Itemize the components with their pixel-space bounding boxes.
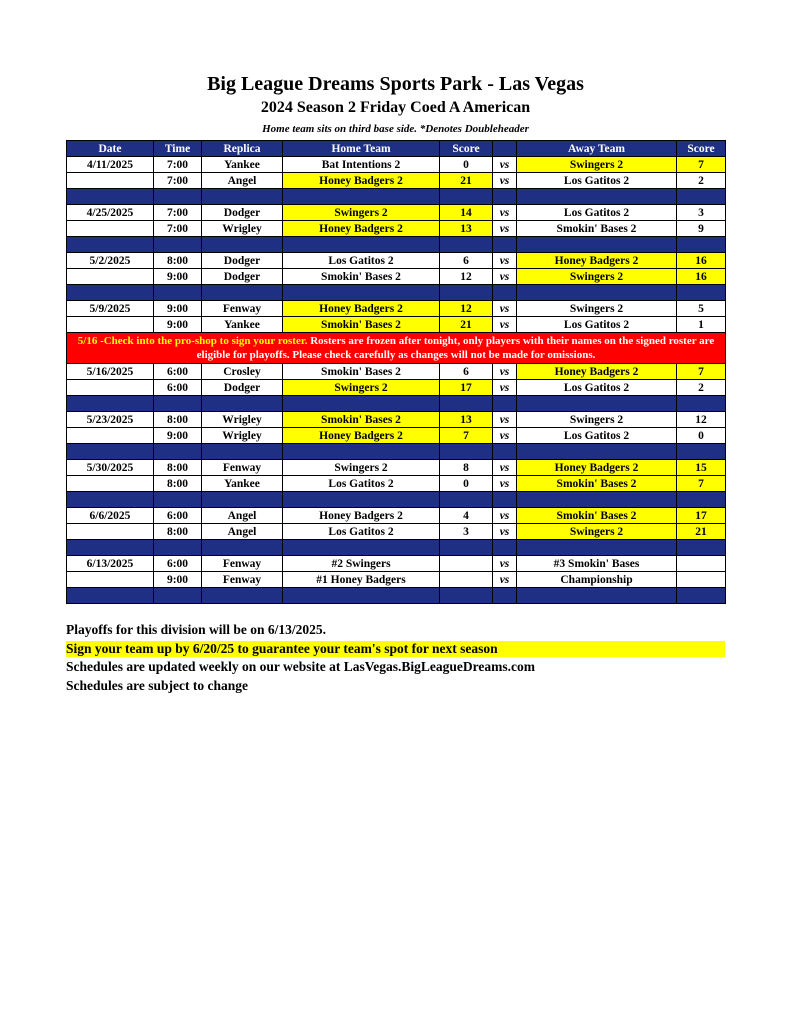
- table-row: [67, 317, 726, 333]
- cell-replica: Fenway: [202, 460, 283, 476]
- table-header-row: [67, 141, 726, 157]
- cell-away-score: 2: [677, 173, 726, 189]
- cell-home-score: 13: [440, 412, 493, 428]
- cell-date: [67, 173, 154, 189]
- cell-date: [67, 524, 154, 540]
- cell-time: 8:00: [154, 476, 202, 492]
- cell-date: 5/30/2025: [67, 460, 154, 476]
- cell-replica: Crosley: [202, 364, 283, 380]
- separator-cell: [493, 588, 517, 604]
- cell-date: [67, 269, 154, 285]
- cell-vs: vs: [493, 428, 517, 444]
- cell-date: 6/6/2025: [67, 508, 154, 524]
- cell-home: Bat Intentions 2: [283, 157, 440, 173]
- cell-vs: vs: [493, 460, 517, 476]
- cell-time: 6:00: [154, 508, 202, 524]
- cell-vs: vs: [493, 173, 517, 189]
- cell-home: #2 Swingers: [283, 556, 440, 572]
- separator-row: [67, 588, 726, 604]
- table-row: [67, 476, 726, 492]
- separator-cell: [677, 396, 726, 412]
- website-note: Schedules are updated weekly on our website at LasVegas.BigLeagueDreams.com: [66, 659, 536, 674]
- cell-home-score: 21: [440, 317, 493, 333]
- column-header: [493, 141, 517, 157]
- separator-cell: [154, 189, 202, 205]
- cell-home-score: 14: [440, 205, 493, 221]
- cell-vs: vs: [493, 380, 517, 396]
- cell-date: 5/9/2025: [67, 301, 154, 317]
- cell-away-score: 7: [677, 364, 726, 380]
- table-row: [67, 364, 726, 380]
- cell-away-score: 15: [677, 460, 726, 476]
- cell-replica: Dodger: [202, 269, 283, 285]
- separator-row: [67, 444, 726, 460]
- separator-cell: [677, 189, 726, 205]
- cell-away-score: 12: [677, 412, 726, 428]
- cell-replica: Angel: [202, 508, 283, 524]
- cell-away-score: 7: [677, 157, 726, 173]
- separator-cell: [283, 285, 440, 301]
- separator-cell: [517, 237, 677, 253]
- cell-away-score: 5: [677, 301, 726, 317]
- cell-away-score: 17: [677, 508, 726, 524]
- schedule-table: [66, 140, 726, 604]
- column-header: Away Team: [517, 141, 677, 157]
- separator-cell: [517, 540, 677, 556]
- cell-home: Los Gatitos 2: [283, 253, 440, 269]
- cell-home: Honey Badgers 2: [283, 221, 440, 237]
- table-row: [67, 301, 726, 317]
- cell-home-score: 0: [440, 157, 493, 173]
- cell-vs: vs: [493, 157, 517, 173]
- separator-cell: [493, 396, 517, 412]
- cell-home-score: 12: [440, 301, 493, 317]
- cell-home-score: 3: [440, 524, 493, 540]
- cell-replica: Angel: [202, 173, 283, 189]
- cell-away-score: 1: [677, 317, 726, 333]
- cell-replica: Angel: [202, 524, 283, 540]
- cell-away: Smokin' Bases 2: [517, 508, 677, 524]
- cell-vs: vs: [493, 364, 517, 380]
- cell-replica: Yankee: [202, 317, 283, 333]
- separator-cell: [677, 492, 726, 508]
- cell-home: Honey Badgers 2: [283, 173, 440, 189]
- separator-cell: [440, 492, 493, 508]
- cell-vs: vs: [493, 572, 517, 588]
- separator-cell: [202, 285, 283, 301]
- cell-away-score: [677, 556, 726, 572]
- cell-replica: Fenway: [202, 572, 283, 588]
- table-row: [67, 556, 726, 572]
- separator-cell: [202, 492, 283, 508]
- schedule-note: Home team sits on third base side. *Denotes Doubleheader: [262, 123, 529, 135]
- cell-home: Los Gatitos 2: [283, 524, 440, 540]
- table-row: [67, 221, 726, 237]
- separator-cell: [677, 237, 726, 253]
- separator-cell: [67, 444, 154, 460]
- separator-cell: [154, 285, 202, 301]
- cell-away-score: 16: [677, 253, 726, 269]
- separator-cell: [517, 285, 677, 301]
- separator-row: [67, 285, 726, 301]
- cell-replica: Yankee: [202, 476, 283, 492]
- cell-away: Smokin' Bases 2: [517, 476, 677, 492]
- cell-away: Los Gatitos 2: [517, 380, 677, 396]
- cell-time: 9:00: [154, 572, 202, 588]
- column-header: Score: [677, 141, 726, 157]
- separator-cell: [67, 285, 154, 301]
- separator-cell: [67, 396, 154, 412]
- cell-replica: Dodger: [202, 205, 283, 221]
- separator-cell: [440, 396, 493, 412]
- cell-away: Los Gatitos 2: [517, 428, 677, 444]
- separator-row: [67, 237, 726, 253]
- cell-home-score: 0: [440, 476, 493, 492]
- roster-notice-body: Rosters are frozen after tonight, only players with their names on the signed roster are eligible for playoffs. Please check carefully as changes will not be made for omissions.: [196, 335, 715, 361]
- table-row: [67, 269, 726, 285]
- separator-cell: [440, 444, 493, 460]
- cell-away: #3 Smokin' Bases: [517, 556, 677, 572]
- separator-cell: [154, 588, 202, 604]
- separator-cell: [283, 492, 440, 508]
- cell-time: 9:00: [154, 428, 202, 444]
- separator-cell: [202, 396, 283, 412]
- cell-away-score: 2: [677, 380, 726, 396]
- cell-time: 7:00: [154, 157, 202, 173]
- separator-cell: [283, 396, 440, 412]
- cell-date: [67, 380, 154, 396]
- change-note: Schedules are subject to change: [66, 678, 248, 693]
- cell-home-score: 17: [440, 380, 493, 396]
- schedule-body: [67, 157, 726, 604]
- cell-home-score: 12: [440, 269, 493, 285]
- cell-home-score: 4: [440, 508, 493, 524]
- roster-notice: [67, 333, 726, 364]
- separator-row: [67, 492, 726, 508]
- page-title: Big League Dreams Sports Park - Las Vegas: [207, 73, 584, 95]
- cell-vs: vs: [493, 221, 517, 237]
- cell-time: 6:00: [154, 364, 202, 380]
- cell-home: Smokin' Bases 2: [283, 317, 440, 333]
- cell-vs: vs: [493, 508, 517, 524]
- cell-home: Smokin' Bases 2: [283, 412, 440, 428]
- separator-cell: [440, 237, 493, 253]
- cell-away: Los Gatitos 2: [517, 205, 677, 221]
- cell-date: 5/2/2025: [67, 253, 154, 269]
- cell-date: 5/16/2025: [67, 364, 154, 380]
- cell-vs: vs: [493, 476, 517, 492]
- cell-date: 4/25/2025: [67, 205, 154, 221]
- cell-vs: vs: [493, 412, 517, 428]
- cell-time: 7:00: [154, 173, 202, 189]
- cell-replica: Wrigley: [202, 412, 283, 428]
- separator-cell: [154, 396, 202, 412]
- cell-home: Los Gatitos 2: [283, 476, 440, 492]
- separator-cell: [283, 540, 440, 556]
- separator-cell: [493, 237, 517, 253]
- separator-cell: [517, 492, 677, 508]
- cell-home: #1 Honey Badgers: [283, 572, 440, 588]
- cell-time: 7:00: [154, 221, 202, 237]
- cell-home: Swingers 2: [283, 205, 440, 221]
- page-subtitle: 2024 Season 2 Friday Coed A American: [260, 99, 531, 116]
- separator-row: [67, 189, 726, 205]
- separator-cell: [283, 588, 440, 604]
- separator-cell: [677, 540, 726, 556]
- separator-cell: [202, 237, 283, 253]
- cell-away: Swingers 2: [517, 412, 677, 428]
- separator-cell: [440, 189, 493, 205]
- signup-note: Sign your team up by 6/20/25 to guarantee your team's spot for next season: [66, 641, 725, 657]
- separator-cell: [493, 540, 517, 556]
- cell-time: 8:00: [154, 524, 202, 540]
- table-row: [67, 157, 726, 173]
- cell-away-score: 7: [677, 476, 726, 492]
- cell-time: 8:00: [154, 460, 202, 476]
- cell-away: Swingers 2: [517, 269, 677, 285]
- separator-cell: [67, 492, 154, 508]
- cell-vs: vs: [493, 269, 517, 285]
- cell-away-score: 3: [677, 205, 726, 221]
- cell-away: Honey Badgers 2: [517, 253, 677, 269]
- cell-date: [67, 572, 154, 588]
- cell-vs: vs: [493, 205, 517, 221]
- separator-cell: [154, 237, 202, 253]
- separator-cell: [202, 540, 283, 556]
- table-row: [67, 253, 726, 269]
- cell-replica: Dodger: [202, 380, 283, 396]
- column-header: Home Team: [283, 141, 440, 157]
- cell-away: Smokin' Bases 2: [517, 221, 677, 237]
- playoffs-note: Playoffs for this division will be on 6/13/2025.: [66, 622, 327, 637]
- cell-replica: Fenway: [202, 301, 283, 317]
- cell-date: 5/23/2025: [67, 412, 154, 428]
- cell-away: Championship: [517, 572, 677, 588]
- cell-away: Los Gatitos 2: [517, 173, 677, 189]
- cell-away: Honey Badgers 2: [517, 460, 677, 476]
- cell-home: Swingers 2: [283, 460, 440, 476]
- cell-home-score: 6: [440, 253, 493, 269]
- cell-vs: vs: [493, 317, 517, 333]
- table-row: [67, 508, 726, 524]
- separator-cell: [283, 189, 440, 205]
- cell-home: Swingers 2: [283, 380, 440, 396]
- cell-vs: vs: [493, 301, 517, 317]
- cell-date: 4/11/2025: [67, 157, 154, 173]
- separator-cell: [440, 285, 493, 301]
- table-row: [67, 524, 726, 540]
- separator-cell: [677, 285, 726, 301]
- cell-home-score: [440, 556, 493, 572]
- cell-home-score: 7: [440, 428, 493, 444]
- cell-date: [67, 476, 154, 492]
- cell-away-score: [677, 572, 726, 588]
- cell-home: Smokin' Bases 2: [283, 364, 440, 380]
- cell-away: Swingers 2: [517, 301, 677, 317]
- separator-row: [67, 540, 726, 556]
- cell-time: 8:00: [154, 412, 202, 428]
- cell-time: 9:00: [154, 269, 202, 285]
- separator-cell: [202, 189, 283, 205]
- cell-home: Smokin' Bases 2: [283, 269, 440, 285]
- cell-vs: vs: [493, 556, 517, 572]
- separator-cell: [154, 444, 202, 460]
- table-row: [67, 460, 726, 476]
- separator-cell: [67, 237, 154, 253]
- cell-date: 6/13/2025: [67, 556, 154, 572]
- cell-home-score: 8: [440, 460, 493, 476]
- cell-home-score: 21: [440, 173, 493, 189]
- cell-away: Swingers 2: [517, 157, 677, 173]
- cell-away-score: 16: [677, 269, 726, 285]
- separator-cell: [493, 444, 517, 460]
- cell-home-score: 6: [440, 364, 493, 380]
- separator-cell: [67, 540, 154, 556]
- roster-notice-lead: 5/16 -Check into the pro-shop to sign your roster.: [77, 335, 308, 347]
- separator-cell: [283, 444, 440, 460]
- cell-away: Los Gatitos 2: [517, 317, 677, 333]
- table-row: [67, 380, 726, 396]
- separator-cell: [517, 444, 677, 460]
- cell-home: Honey Badgers 2: [283, 508, 440, 524]
- separator-cell: [493, 189, 517, 205]
- separator-cell: [440, 588, 493, 604]
- table-row: [67, 412, 726, 428]
- separator-cell: [517, 588, 677, 604]
- cell-vs: vs: [493, 253, 517, 269]
- separator-cell: [154, 492, 202, 508]
- separator-row: [67, 396, 726, 412]
- separator-cell: [440, 540, 493, 556]
- cell-time: 8:00: [154, 253, 202, 269]
- cell-replica: Dodger: [202, 253, 283, 269]
- cell-replica: Yankee: [202, 157, 283, 173]
- cell-vs: vs: [493, 524, 517, 540]
- separator-cell: [493, 492, 517, 508]
- cell-away: Swingers 2: [517, 524, 677, 540]
- column-header: Replica: [202, 141, 283, 157]
- separator-cell: [67, 189, 154, 205]
- cell-date: [67, 221, 154, 237]
- cell-away-score: 21: [677, 524, 726, 540]
- cell-time: 9:00: [154, 301, 202, 317]
- separator-cell: [677, 588, 726, 604]
- cell-replica: Fenway: [202, 556, 283, 572]
- table-row: [67, 428, 726, 444]
- table-row: [67, 572, 726, 588]
- table-row: [67, 205, 726, 221]
- separator-cell: [517, 396, 677, 412]
- cell-home-score: [440, 572, 493, 588]
- roster-notice-row: [67, 333, 726, 364]
- cell-time: 6:00: [154, 556, 202, 572]
- cell-replica: Wrigley: [202, 221, 283, 237]
- separator-cell: [202, 444, 283, 460]
- cell-date: [67, 317, 154, 333]
- cell-home: Honey Badgers 2: [283, 301, 440, 317]
- column-header: Time: [154, 141, 202, 157]
- separator-cell: [517, 189, 677, 205]
- table-row: [67, 173, 726, 189]
- separator-cell: [154, 540, 202, 556]
- cell-time: 6:00: [154, 380, 202, 396]
- cell-away-score: 0: [677, 428, 726, 444]
- column-header: Score: [440, 141, 493, 157]
- cell-date: [67, 428, 154, 444]
- cell-time: 9:00: [154, 317, 202, 333]
- separator-cell: [283, 237, 440, 253]
- cell-home-score: 13: [440, 221, 493, 237]
- separator-cell: [677, 444, 726, 460]
- separator-cell: [67, 588, 154, 604]
- cell-home: Honey Badgers 2: [283, 428, 440, 444]
- cell-replica: Wrigley: [202, 428, 283, 444]
- separator-cell: [493, 285, 517, 301]
- cell-time: 7:00: [154, 205, 202, 221]
- separator-cell: [202, 588, 283, 604]
- cell-away: Honey Badgers 2: [517, 364, 677, 380]
- column-header: Date: [67, 141, 154, 157]
- cell-away-score: 9: [677, 221, 726, 237]
